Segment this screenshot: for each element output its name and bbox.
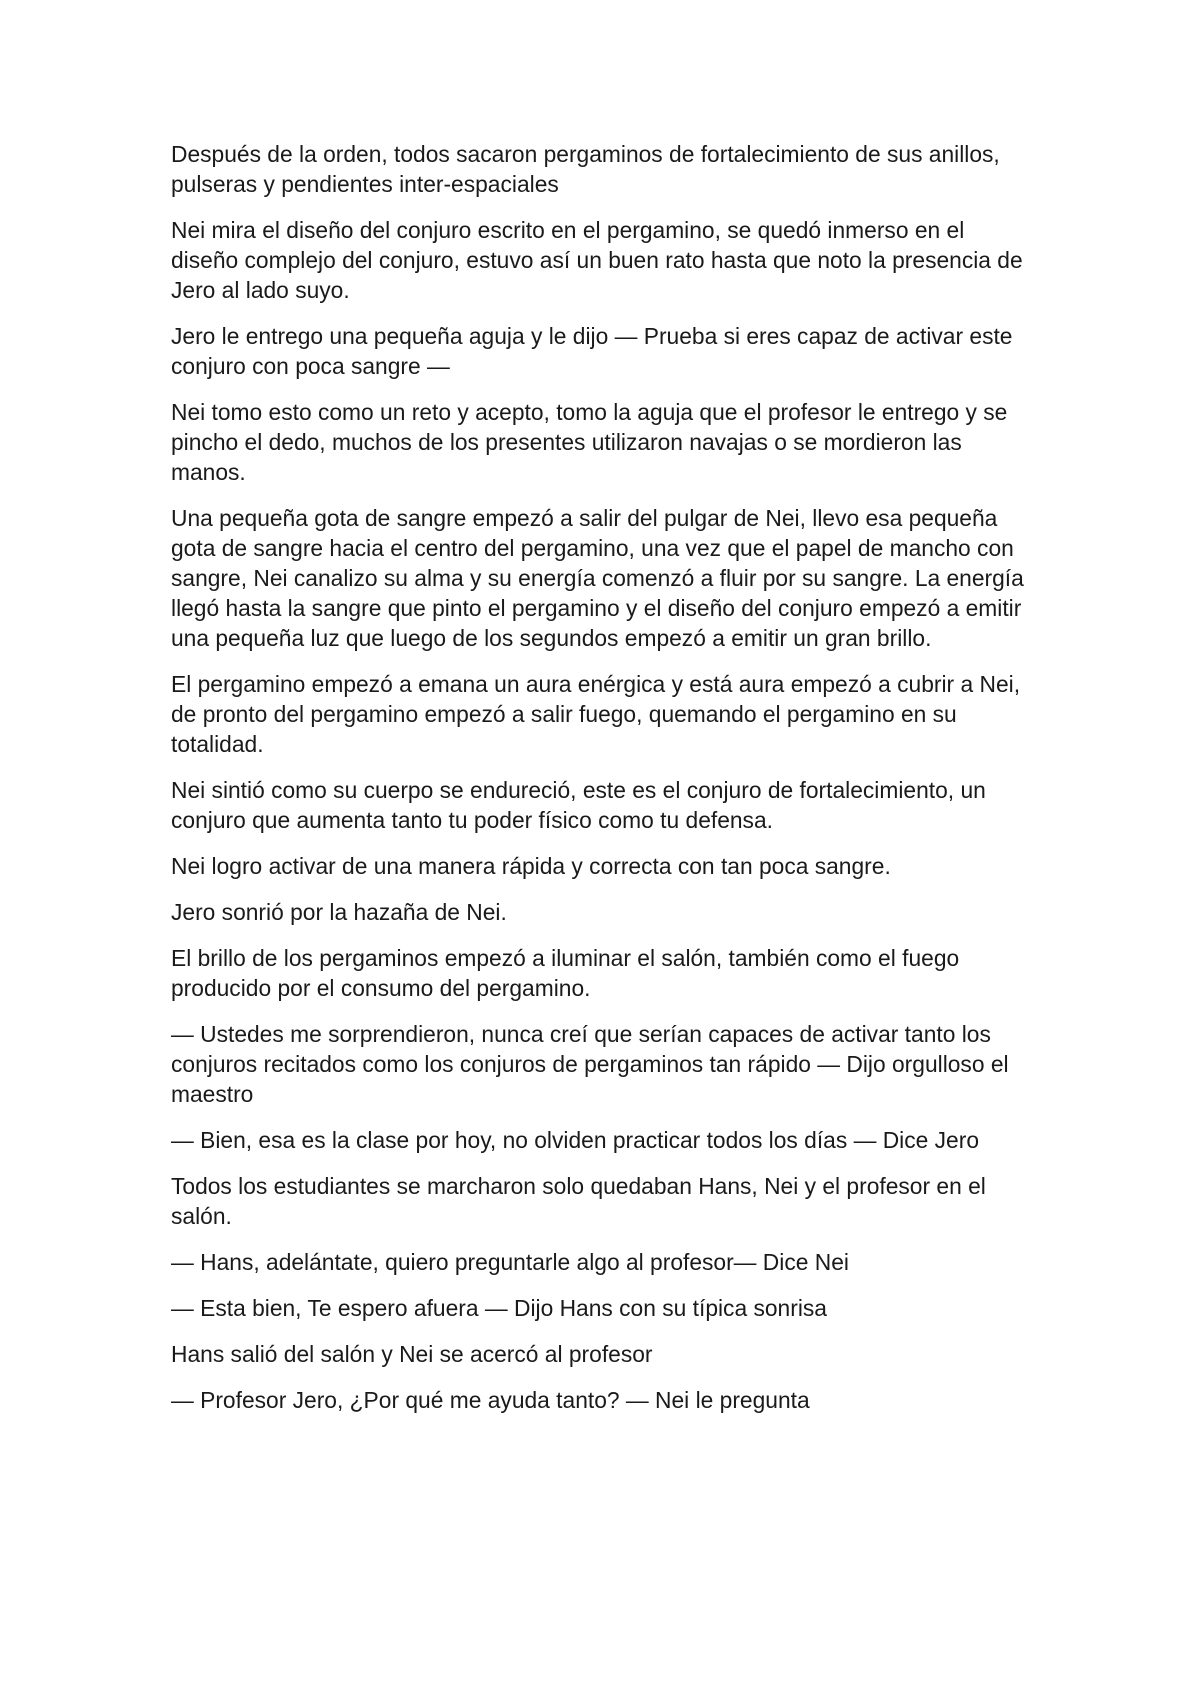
paragraph: Nei sintió como su cuerpo se endureció, este es el conjuro de fortalecimiento, un conjuro que aumenta tanto tu poder físico como tu defensa. (171, 777, 986, 833)
paragraph: Nei mira el diseño del conjuro escrito en el pergamino, se quedó inmerso en el diseño complejo del conjuro, estuvo así un buen rato hasta que noto la presencia de Jero al lado suyo. (171, 217, 1023, 303)
paragraph: — Ustedes me sorprendieron, nunca creí que serían capaces de activar tanto los conjuros recitados como los conjuros de pergaminos tan rápido — Dijo orgulloso el maestro (171, 1021, 1009, 1107)
paragraph: — Hans, adelántate, quiero preguntarle algo al profesor— Dice Nei (171, 1249, 849, 1275)
paragraph: Todos los estudiantes se marcharon solo quedaban Hans, Nei y el profesor en el salón. (171, 1173, 986, 1229)
paragraph: — Profesor Jero, ¿Por qué me ayuda tanto? — Nei le pregunta (171, 1387, 810, 1413)
paragraph: — Esta bien, Te espero afuera — Dijo Hans con su típica sonrisa (171, 1295, 827, 1321)
paragraph: Jero sonrió por la hazaña de Nei. (171, 899, 507, 925)
paragraph: Hans salió del salón y Nei se acercó al profesor (171, 1341, 653, 1367)
page-body-text (171, 139, 1031, 1431)
paragraph: Nei tomo esto como un reto y acepto, tomo la aguja que el profesor le entrego y se pincho el dedo, muchos de los presentes utilizaron navajas o se mordieron las manos. (171, 399, 1008, 485)
paragraph: Jero le entrego una pequeña aguja y le dijo — Prueba si eres capaz de activar este conjuro con poca sangre — (171, 323, 1013, 379)
paragraph: Nei logro activar de una manera rápida y correcta con tan poca sangre. (171, 853, 891, 879)
paragraph: El pergamino empezó a emana un aura enérgica y está aura empezó a cubrir a Nei, de pronto del pergamino empezó a salir fuego, quemando el pergamino en su totalidad. (171, 671, 1021, 757)
paragraph: — Bien, esa es la clase por hoy, no olviden practicar todos los días — Dice Jero (171, 1127, 979, 1153)
paragraph: El brillo de los pergaminos empezó a iluminar el salón, también como el fuego producido por el consumo del pergamino. (171, 945, 960, 1001)
paragraph: Una pequeña gota de sangre empezó a salir del pulgar de Nei, llevo esa pequeña gota de sangre hacia el centro del pergamino, una vez que el papel de mancho con sangre, Nei canalizo su alma y su energía comenzó a fluir por su sangre. La energía llegó hasta la sangre que pinto el pergamino y el diseño del conjuro empezó a emitir una pequeña luz que luego de los segundos empezó a emitir un gran brillo. (171, 505, 1024, 651)
paragraph: Después de la orden, todos sacaron pergaminos de fortalecimiento de sus anillos, pulseras y pendientes inter-espaciales (171, 141, 1000, 197)
